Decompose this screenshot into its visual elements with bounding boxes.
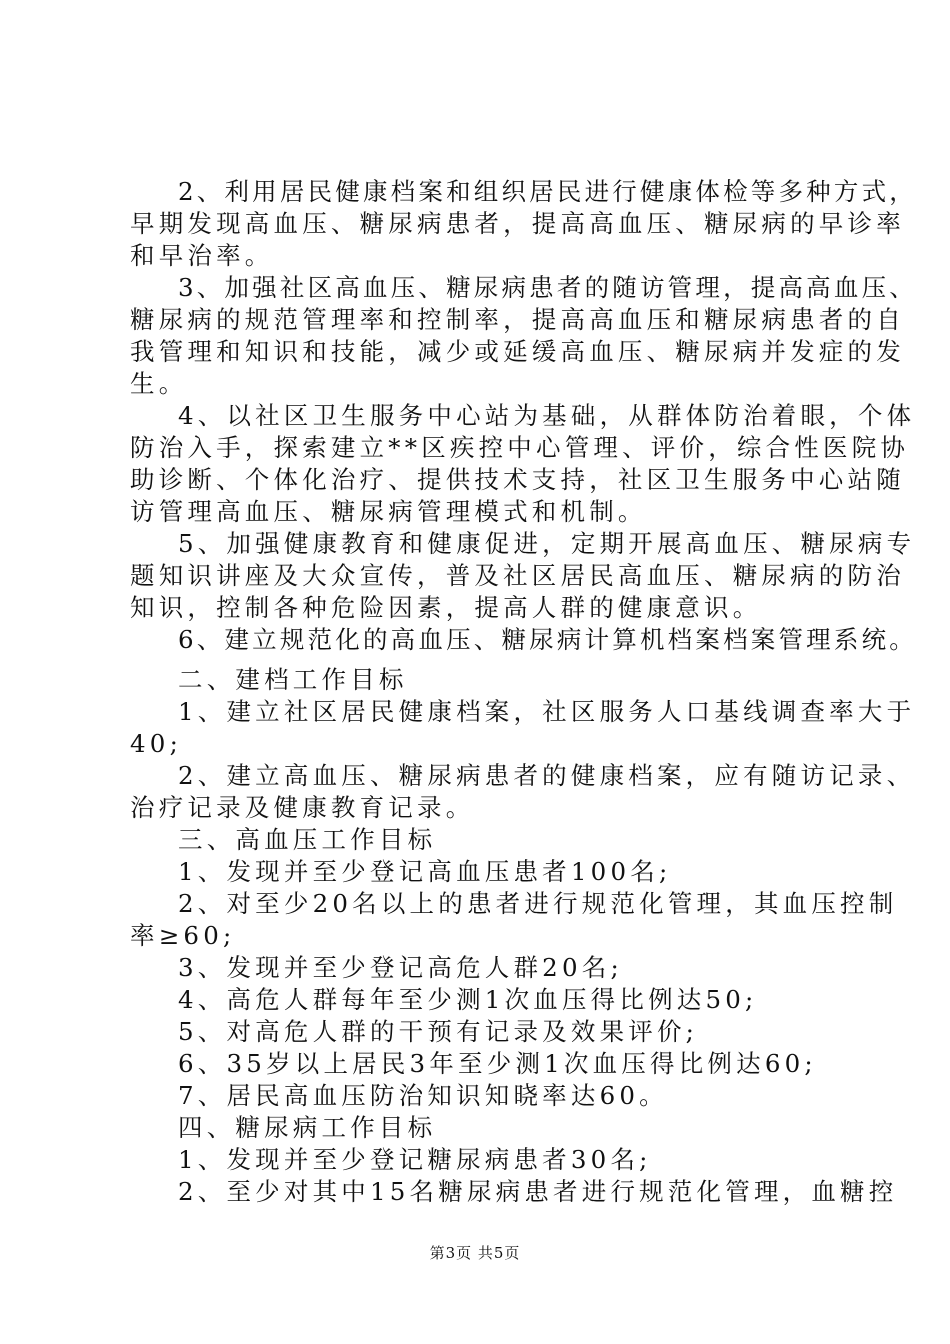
paragraph-line: 2、建立高血压、糖尿病患者的健康档案，应有随访记录、 <box>178 761 916 790</box>
paragraph-line: 2、对至少20名以上的患者进行规范化管理，其血压控制 <box>178 889 898 918</box>
paragraph-line: 2、至少对其中15名糖尿病患者进行规范化管理，血糖控 <box>178 1177 898 1206</box>
paragraph-line: 和早治率。 <box>130 241 274 270</box>
paragraph-line: 6、建立规范化的高血压、糖尿病计算机档案档案管理系统。 <box>178 625 917 654</box>
paragraph-line: 糖尿病的规范管理率和控制率，提高高血压和糖尿病患者的自 <box>130 305 905 334</box>
paragraph-line: 知识，控制各种危险因素，提高人群的健康意识。 <box>130 593 762 622</box>
paragraph-line: 5、加强健康教育和健康促进，定期开展高血压、糖尿病专 <box>178 529 916 558</box>
paragraph-line: 助诊断、个体化治疗、提供技术支持，社区卫生服务中心站随 <box>130 465 905 494</box>
paragraph-line: 我管理和知识和技能，减少或延缓高血压、糖尿病并发症的发 <box>130 337 905 366</box>
paragraph-line: 访管理高血压、糖尿病管理模式和机制。 <box>130 497 647 526</box>
paragraph-line: 2、利用居民健康档案和组织居民进行健康体检等多种方式， <box>178 177 917 206</box>
paragraph-line: 3、加强社区高血压、糖尿病患者的随访管理，提高高血压、 <box>178 273 917 302</box>
paragraph-line: 3、发现并至少登记高危人群20名; <box>178 953 623 982</box>
paragraph-line: 1、建立社区居民健康档案，社区服务人口基线调查率大于 <box>178 697 916 726</box>
paragraph-line: 治疗记录及健康教育记录。 <box>130 793 475 822</box>
paragraph-line: 率≥60; <box>130 921 236 950</box>
page-number: 第3页 共5页 <box>429 1244 521 1262</box>
paragraph-line: 4、高危人群每年至少测1次血压得比例达50; <box>178 985 758 1014</box>
paragraph-line: 防治入手，探索建立**区疾控中心管理、评价，综合性医院协 <box>130 433 910 462</box>
section-heading: 三、高血压工作目标 <box>178 825 437 854</box>
paragraph-line: 1、发现并至少登记高血压患者100名; <box>178 857 672 886</box>
paragraph-line: 题知识讲座及大众宣传，普及社区居民高血压、糖尿病的防治 <box>130 561 905 590</box>
paragraph-line: 6、35岁以上居民3年至少测1次血压得比例达60; <box>178 1049 817 1078</box>
paragraph-line: 1、发现并至少登记糖尿病患者30名; <box>178 1145 652 1174</box>
paragraph-line: 生。 <box>130 369 188 398</box>
paragraph-line: 4、以社区卫生服务中心站为基础，从群体防治着眼，个体 <box>178 401 916 430</box>
paragraph-line: 早期发现高血压、糖尿病患者，提高高血压、糖尿病的早诊率 <box>130 209 905 238</box>
section-heading: 四、糖尿病工作目标 <box>178 1113 437 1142</box>
paragraph-line: 7、居民高血压防治知识知晓率达60。 <box>178 1081 668 1110</box>
paragraph-line: 5、对高危人群的干预有记录及效果评价; <box>178 1017 699 1046</box>
paragraph-line: 40; <box>130 729 183 758</box>
section-heading: 二、建档工作目标 <box>178 665 408 694</box>
